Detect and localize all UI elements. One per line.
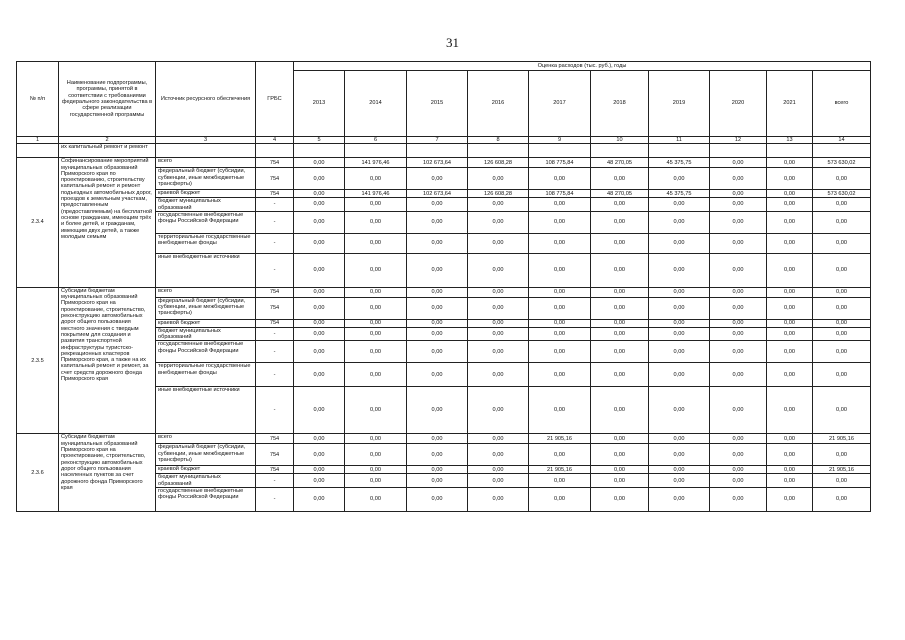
amount-cell: 0,00 xyxy=(649,474,710,488)
amount-cell: 0,00 xyxy=(813,327,871,341)
amount-cell: 0,00 xyxy=(529,168,591,190)
amount-cell: 0,00 xyxy=(591,363,649,387)
amount-cell: 0,00 xyxy=(294,190,345,198)
amount-cell: 0,00 xyxy=(468,233,529,253)
amount-cell: 0,00 xyxy=(813,474,871,488)
amount-cell: 0,00 xyxy=(591,168,649,190)
page-number: 31 xyxy=(446,35,459,50)
header-costs: Оценка расходов (тыс. руб.), годы xyxy=(294,62,871,71)
amount-cell: 0,00 xyxy=(345,341,407,363)
amount-cell: 0,00 xyxy=(649,387,710,434)
amount-cell: 0,00 xyxy=(407,444,468,466)
amount-cell: 0,00 xyxy=(529,319,591,327)
amount-cell: 0,00 xyxy=(767,211,813,233)
amount-cell: 0,00 xyxy=(345,211,407,233)
year-header: 2013 xyxy=(294,71,345,137)
amount-cell: 0,00 xyxy=(710,233,767,253)
amount-cell: 0,00 xyxy=(529,253,591,287)
amount-cell: 126 608,28 xyxy=(468,190,529,198)
index-cell: 13 xyxy=(767,137,813,144)
amount-cell: 0,00 xyxy=(710,341,767,363)
amount-cell: 0,00 xyxy=(345,444,407,466)
amount-cell: 0,00 xyxy=(294,387,345,434)
amount-cell: 0,00 xyxy=(710,253,767,287)
amount-cell: 0,00 xyxy=(591,297,649,319)
amount-cell: 0,00 xyxy=(649,488,710,512)
index-cell: 2 xyxy=(59,137,156,144)
amount-cell: 0,00 xyxy=(407,341,468,363)
index-cell: 14 xyxy=(813,137,871,144)
amount-cell: 0,00 xyxy=(649,319,710,327)
amount-cell: 0,00 xyxy=(710,466,767,474)
amount-cell: 0,00 xyxy=(649,466,710,474)
year-header: 2016 xyxy=(468,71,529,137)
amount-cell: 0,00 xyxy=(345,466,407,474)
amount-cell: 21 905,16 xyxy=(813,434,871,444)
amount-cell: 0,00 xyxy=(767,319,813,327)
amount-cell: 102 673,64 xyxy=(407,190,468,198)
amount-cell: 0,00 xyxy=(767,198,813,212)
amount-cell: 21 905,16 xyxy=(529,434,591,444)
amount-cell: 0,00 xyxy=(294,253,345,287)
amount-cell: 0,00 xyxy=(710,327,767,341)
amount-cell: 0,00 xyxy=(407,319,468,327)
amount-cell: 0,00 xyxy=(649,434,710,444)
amount-cell: 0,00 xyxy=(813,168,871,190)
funding-source: всего xyxy=(156,434,256,444)
amount-cell: 0,00 xyxy=(649,444,710,466)
amount-cell: 0,00 xyxy=(294,488,345,512)
amount-cell: 0,00 xyxy=(294,287,345,297)
grbs-code: - xyxy=(256,474,294,488)
funding-source: краевой бюджет xyxy=(156,466,256,474)
amount-cell: 0,00 xyxy=(529,211,591,233)
amount-cell: 0,00 xyxy=(529,444,591,466)
amount-cell: 0,00 xyxy=(294,327,345,341)
funding-source: бюджет муниципальных образований xyxy=(156,198,256,212)
amount-cell: 21 905,16 xyxy=(813,466,871,474)
amount-cell: 0,00 xyxy=(294,319,345,327)
amount-cell: 0,00 xyxy=(813,488,871,512)
amount-cell: 0,00 xyxy=(294,466,345,474)
amount-cell: 0,00 xyxy=(345,168,407,190)
amount-cell: 0,00 xyxy=(591,211,649,233)
amount-cell: 0,00 xyxy=(529,198,591,212)
amount-cell: 0,00 xyxy=(407,211,468,233)
amount-cell: 0,00 xyxy=(345,287,407,297)
amount-cell: 0,00 xyxy=(710,363,767,387)
amount-cell: 0,00 xyxy=(407,253,468,287)
amount-cell: 0,00 xyxy=(767,444,813,466)
carry-row xyxy=(17,144,871,158)
amount-cell: 0,00 xyxy=(407,387,468,434)
amount-cell: 0,00 xyxy=(591,233,649,253)
index-cell: 8 xyxy=(468,137,529,144)
amount-cell: 0,00 xyxy=(294,233,345,253)
amount-cell: 0,00 xyxy=(767,466,813,474)
amount-cell: 0,00 xyxy=(345,253,407,287)
amount-cell: 0,00 xyxy=(591,387,649,434)
amount-cell: 0,00 xyxy=(294,474,345,488)
amount-cell: 0,00 xyxy=(294,363,345,387)
amount-cell: 0,00 xyxy=(591,198,649,212)
amount-cell: 0,00 xyxy=(468,488,529,512)
amount-cell: 0,00 xyxy=(345,327,407,341)
header-grbs: ГРБС xyxy=(256,62,294,137)
amount-cell: 48 270,05 xyxy=(591,190,649,198)
amount-cell: 0,00 xyxy=(591,474,649,488)
funding-source: краевой бюджет xyxy=(156,190,256,198)
funding-source: федеральный бюджет (субсидии, субвенции, иные межбюджетные трансферты) xyxy=(156,297,256,319)
amount-cell: 0,00 xyxy=(591,287,649,297)
header-num: № п/п xyxy=(17,62,59,137)
amount-cell: 0,00 xyxy=(591,434,649,444)
amount-cell: 0,00 xyxy=(813,444,871,466)
amount-cell: 0,00 xyxy=(649,168,710,190)
amount-cell: 0,00 xyxy=(767,287,813,297)
amount-cell: 0,00 xyxy=(407,466,468,474)
amount-cell: 0,00 xyxy=(813,253,871,287)
grbs-code: - xyxy=(256,233,294,253)
funding-source: государственные внебюджетные фонды Российской Федерации xyxy=(156,488,256,512)
grbs-code: 754 xyxy=(256,319,294,327)
funding-source: всего xyxy=(156,287,256,297)
amount-cell: 0,00 xyxy=(767,434,813,444)
amount-cell: 0,00 xyxy=(529,233,591,253)
amount-cell: 0,00 xyxy=(767,158,813,168)
amount-cell: 0,00 xyxy=(345,387,407,434)
amount-cell: 0,00 xyxy=(345,319,407,327)
amount-cell: 0,00 xyxy=(710,319,767,327)
amount-cell: 0,00 xyxy=(591,341,649,363)
amount-cell: 0,00 xyxy=(468,253,529,287)
amount-cell: 0,00 xyxy=(407,327,468,341)
grbs-code: - xyxy=(256,387,294,434)
year-header: 2018 xyxy=(591,71,649,137)
grbs-code: 754 xyxy=(256,168,294,190)
funding-source: государственные внебюджетные фонды Российской Федерации xyxy=(156,341,256,363)
header-index-row xyxy=(17,137,871,144)
amount-cell: 0,00 xyxy=(591,488,649,512)
amount-cell: 21 905,16 xyxy=(529,466,591,474)
grbs-code: - xyxy=(256,488,294,512)
amount-cell: 0,00 xyxy=(767,474,813,488)
amount-cell: 0,00 xyxy=(813,363,871,387)
amount-cell: 0,00 xyxy=(710,211,767,233)
amount-cell: 141 976,46 xyxy=(345,190,407,198)
amount-cell: 0,00 xyxy=(710,297,767,319)
funding-source: территориальные государственные внебюджетные фонды xyxy=(156,233,256,253)
amount-cell: 0,00 xyxy=(294,158,345,168)
header-source: Источник ресурсного обеспечения xyxy=(156,62,256,137)
amount-cell: 45 375,75 xyxy=(649,158,710,168)
amount-cell: 0,00 xyxy=(529,341,591,363)
year-header: 2015 xyxy=(407,71,468,137)
amount-cell: 0,00 xyxy=(294,198,345,212)
grbs-code: 754 xyxy=(256,466,294,474)
amount-cell: 0,00 xyxy=(468,198,529,212)
funding-source: краевой бюджет xyxy=(156,319,256,327)
year-header: 2020 xyxy=(710,71,767,137)
funding-source: государственные внебюджетные фонды Российской Федерации xyxy=(156,211,256,233)
amount-cell: 0,00 xyxy=(345,434,407,444)
amount-cell: 0,00 xyxy=(345,233,407,253)
year-header: всего xyxy=(813,71,871,137)
amount-cell: 0,00 xyxy=(468,474,529,488)
amount-cell: 0,00 xyxy=(710,158,767,168)
amount-cell: 0,00 xyxy=(468,363,529,387)
amount-cell: 0,00 xyxy=(468,211,529,233)
amount-cell: 0,00 xyxy=(813,198,871,212)
funding-source: территориальные государственные внебюджетные фонды xyxy=(156,363,256,387)
amount-cell: 0,00 xyxy=(710,287,767,297)
funding-source: федеральный бюджет (субсидии, субвенции, иные межбюджетные трансферты) xyxy=(156,444,256,466)
amount-cell: 0,00 xyxy=(649,341,710,363)
amount-cell: 0,00 xyxy=(813,319,871,327)
amount-cell: 0,00 xyxy=(468,466,529,474)
index-cell: 10 xyxy=(591,137,649,144)
amount-cell: 0,00 xyxy=(813,341,871,363)
table-row xyxy=(17,158,871,168)
amount-cell: 108 775,84 xyxy=(529,158,591,168)
amount-cell: 0,00 xyxy=(710,198,767,212)
amount-cell: 0,00 xyxy=(468,287,529,297)
grbs-code: 754 xyxy=(256,190,294,198)
amount-cell: 0,00 xyxy=(468,327,529,341)
amount-cell: 0,00 xyxy=(649,211,710,233)
header-name: Наименование подпрограммы, программы, принятой в соответствии с требованиями федерального законодательства в сфере реализации государственной программы xyxy=(59,62,156,137)
amount-cell: 0,00 xyxy=(407,488,468,512)
amount-cell: 0,00 xyxy=(710,444,767,466)
amount-cell: 0,00 xyxy=(345,488,407,512)
amount-cell: 0,00 xyxy=(767,363,813,387)
amount-cell: 0,00 xyxy=(591,466,649,474)
grbs-code: 754 xyxy=(256,287,294,297)
amount-cell: 0,00 xyxy=(529,363,591,387)
amount-cell: 0,00 xyxy=(710,488,767,512)
amount-cell: 0,00 xyxy=(813,387,871,434)
amount-cell: 0,00 xyxy=(813,297,871,319)
amount-cell: 0,00 xyxy=(710,190,767,198)
index-cell: 4 xyxy=(256,137,294,144)
amount-cell: 0,00 xyxy=(468,297,529,319)
funding-source: бюджет муниципальных образований xyxy=(156,474,256,488)
amount-cell: 0,00 xyxy=(529,287,591,297)
amount-cell: 0,00 xyxy=(649,253,710,287)
grbs-code: 754 xyxy=(256,434,294,444)
index-cell: 9 xyxy=(529,137,591,144)
index-cell: 5 xyxy=(294,137,345,144)
amount-cell: 102 673,64 xyxy=(407,158,468,168)
amount-cell: 0,00 xyxy=(294,297,345,319)
year-header: 2014 xyxy=(345,71,407,137)
amount-cell: 0,00 xyxy=(294,211,345,233)
amount-cell: 0,00 xyxy=(529,297,591,319)
grbs-code: - xyxy=(256,198,294,212)
funding-source: федеральный бюджет (субсидии, субвенции, иные межбюджетные трансферты) xyxy=(156,168,256,190)
grbs-code: - xyxy=(256,253,294,287)
section-name: Субсидии бюджетам муниципальных образований Приморского края на проектирование, строительство, реконструкцию автомобильных дорог общего пользования местного значения с твердым покрытием для создания и развития транспортной инфраструктуры туристско- рекреационных кластеров Приморского края, а также на их капитальный ремонт и ремонт, за счет средств дорожного фонда Приморского края xyxy=(59,287,156,434)
amount-cell: 573 630,02 xyxy=(813,158,871,168)
index-cell: 7 xyxy=(407,137,468,144)
amount-cell: 0,00 xyxy=(468,444,529,466)
section-name: Субсидии бюджетам муниципальных образований Приморского края на проектирование, строительство, реконструкцию автомобильных дорог общего пользования населенных пунктов за счет дорожного фонда Приморского края xyxy=(59,434,156,512)
amount-cell: 0,00 xyxy=(407,168,468,190)
amount-cell: 0,00 xyxy=(294,168,345,190)
amount-cell: 126 608,28 xyxy=(468,158,529,168)
amount-cell: 0,00 xyxy=(529,387,591,434)
amount-cell: 0,00 xyxy=(591,327,649,341)
amount-cell: 0,00 xyxy=(294,434,345,444)
expenses-table xyxy=(16,61,871,512)
section-number: 2.3.4 xyxy=(17,158,59,288)
amount-cell: 0,00 xyxy=(468,341,529,363)
amount-cell: 0,00 xyxy=(591,444,649,466)
carry-text: их капитальный ремонт и ремонт xyxy=(59,144,156,158)
amount-cell: 0,00 xyxy=(468,168,529,190)
section-number: 2.3.6 xyxy=(17,434,59,512)
amount-cell: 0,00 xyxy=(649,287,710,297)
grbs-code: 754 xyxy=(256,158,294,168)
grbs-code: - xyxy=(256,341,294,363)
amount-cell: 0,00 xyxy=(407,233,468,253)
amount-cell: 0,00 xyxy=(767,387,813,434)
amount-cell: 0,00 xyxy=(407,287,468,297)
amount-cell: 0,00 xyxy=(468,387,529,434)
amount-cell: 0,00 xyxy=(591,253,649,287)
amount-cell: 0,00 xyxy=(407,363,468,387)
amount-cell: 0,00 xyxy=(649,233,710,253)
amount-cell: 0,00 xyxy=(407,474,468,488)
amount-cell: 48 270,05 xyxy=(591,158,649,168)
grbs-code: - xyxy=(256,363,294,387)
section-number: 2.3.5 xyxy=(17,287,59,434)
amount-cell: 0,00 xyxy=(649,363,710,387)
grbs-code: - xyxy=(256,211,294,233)
amount-cell: 0,00 xyxy=(813,233,871,253)
amount-cell: 0,00 xyxy=(710,434,767,444)
amount-cell: 141 976,46 xyxy=(345,158,407,168)
amount-cell: 0,00 xyxy=(767,327,813,341)
amount-cell: 0,00 xyxy=(345,363,407,387)
amount-cell: 0,00 xyxy=(649,327,710,341)
amount-cell: 0,00 xyxy=(591,319,649,327)
index-cell: 11 xyxy=(649,137,710,144)
amount-cell: 0,00 xyxy=(767,190,813,198)
table-body xyxy=(17,144,871,512)
amount-cell: 45 375,75 xyxy=(649,190,710,198)
amount-cell: 0,00 xyxy=(407,297,468,319)
amount-cell: 0,00 xyxy=(407,434,468,444)
table-row xyxy=(17,434,871,444)
amount-cell: 0,00 xyxy=(710,168,767,190)
table-row xyxy=(17,287,871,297)
amount-cell: 0,00 xyxy=(345,297,407,319)
index-cell: 6 xyxy=(345,137,407,144)
index-cell: 3 xyxy=(156,137,256,144)
amount-cell: 0,00 xyxy=(294,341,345,363)
section-name: Софинансирование мероприятий муниципальных образований Приморского края по проектированию, строительству капитальный ремонт и ремонт подъездных автомобильных дорог, проездов к земельным участкам, предоставленным (предоставляемым) на бесплатной основе гражданам, имеющим трёх и более детей, и гражданам, имеющим двух детей, а также молодым семьям xyxy=(59,158,156,288)
index-cell: 1 xyxy=(17,137,59,144)
amount-cell: 0,00 xyxy=(529,327,591,341)
amount-cell: 0,00 xyxy=(468,434,529,444)
grbs-code: 754 xyxy=(256,297,294,319)
year-header: 2019 xyxy=(649,71,710,137)
amount-cell: 0,00 xyxy=(767,297,813,319)
amount-cell: 0,00 xyxy=(813,211,871,233)
year-header: 2021 xyxy=(767,71,813,137)
funding-source: иные внебюджетные источники xyxy=(156,387,256,434)
amount-cell: 0,00 xyxy=(710,387,767,434)
year-header: 2017 xyxy=(529,71,591,137)
amount-cell: 573 630,02 xyxy=(813,190,871,198)
amount-cell: 0,00 xyxy=(767,341,813,363)
amount-cell: 0,00 xyxy=(649,198,710,212)
amount-cell: 108 775,84 xyxy=(529,190,591,198)
amount-cell: 0,00 xyxy=(767,233,813,253)
funding-source: иные внебюджетные источники xyxy=(156,253,256,287)
amount-cell: 0,00 xyxy=(767,253,813,287)
grbs-code: - xyxy=(256,327,294,341)
amount-cell: 0,00 xyxy=(813,287,871,297)
funding-source: всего xyxy=(156,158,256,168)
amount-cell: 0,00 xyxy=(767,488,813,512)
amount-cell: 0,00 xyxy=(767,168,813,190)
amount-cell: 0,00 xyxy=(407,198,468,212)
amount-cell: 0,00 xyxy=(649,297,710,319)
amount-cell: 0,00 xyxy=(345,198,407,212)
amount-cell: 0,00 xyxy=(294,444,345,466)
amount-cell: 0,00 xyxy=(345,474,407,488)
grbs-code: 754 xyxy=(256,444,294,466)
index-cell: 12 xyxy=(710,137,767,144)
amount-cell: 0,00 xyxy=(529,474,591,488)
funding-source: бюджет муниципальных образований xyxy=(156,327,256,341)
amount-cell: 0,00 xyxy=(468,319,529,327)
amount-cell: 0,00 xyxy=(710,474,767,488)
amount-cell: 0,00 xyxy=(529,488,591,512)
